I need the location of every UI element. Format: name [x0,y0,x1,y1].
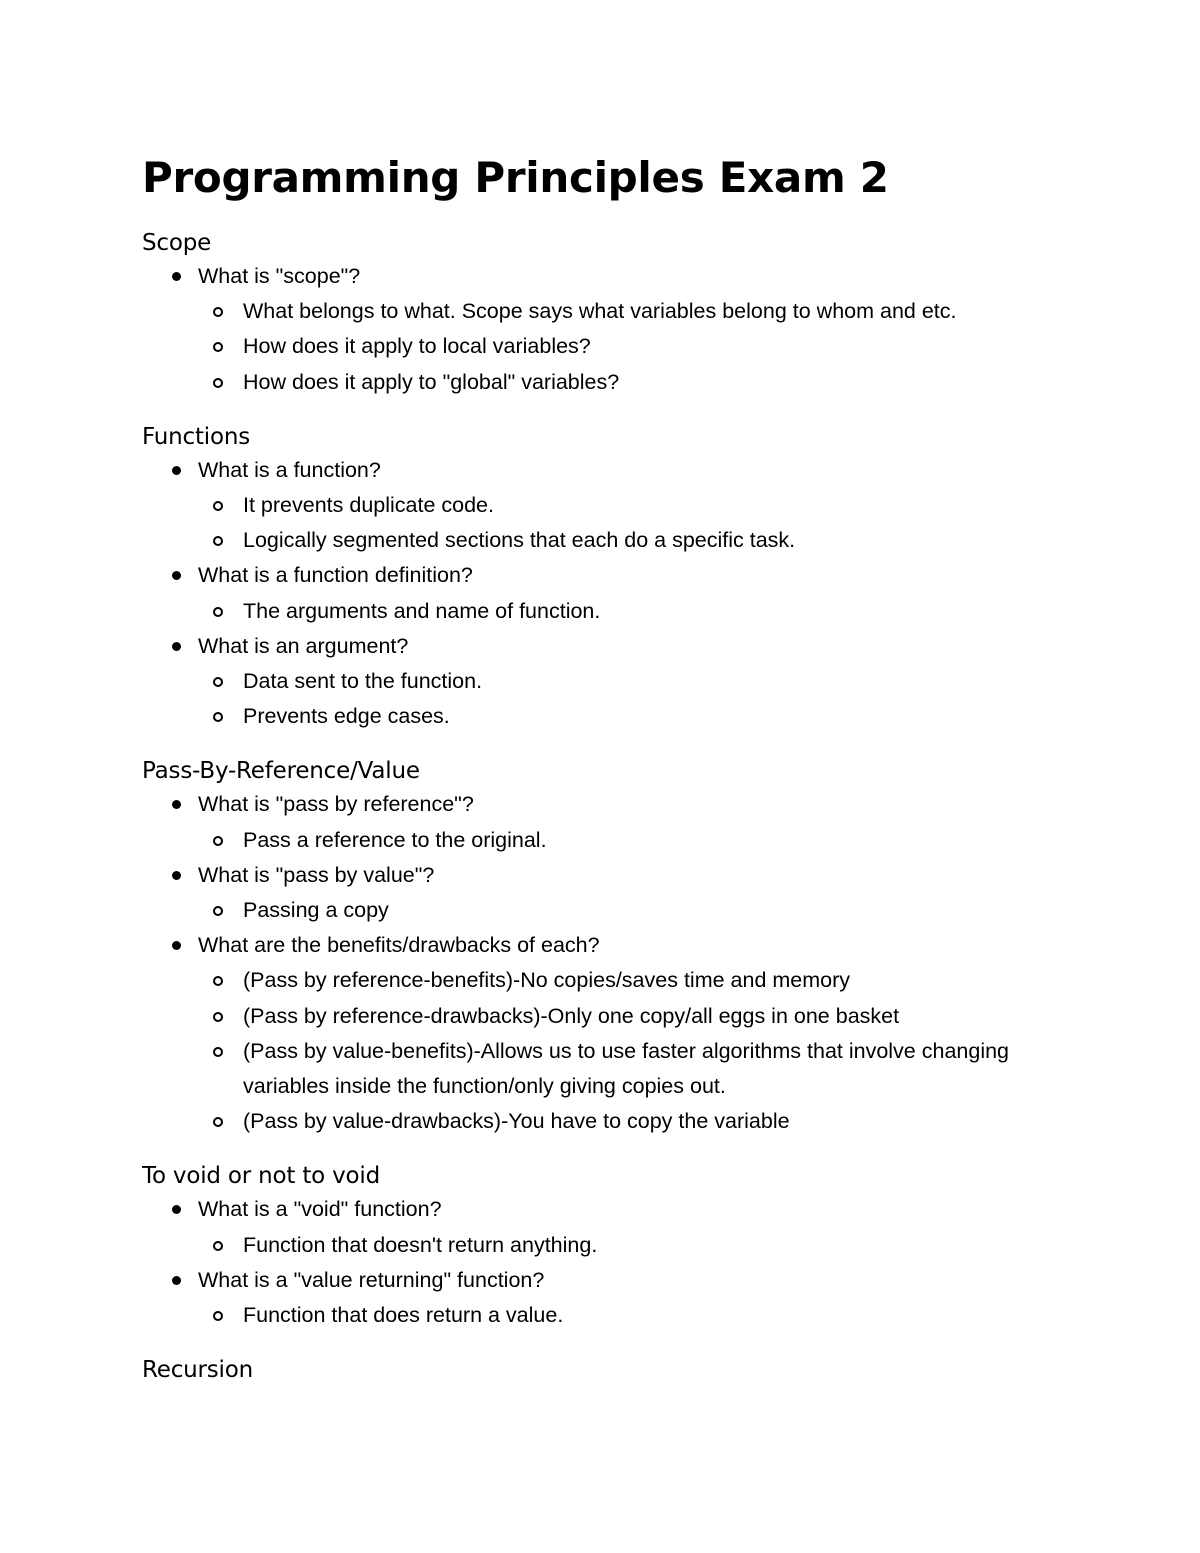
sub-list-item [198,488,1062,523]
bullet-circle-icon [213,1241,223,1251]
sub-list-item-text: (Pass by reference-benefits)-No copies/saves time and memory [243,968,851,993]
sub-list-item [198,1228,1062,1263]
section-heading: Recursion [142,1357,253,1384]
sub-list-item [198,893,1062,928]
bullet-disc-icon [172,272,181,281]
page-title: Programming Principles Exam 2 [142,153,889,202]
list-item-text: What is a function? [198,457,381,482]
bullet-circle-icon [213,307,223,317]
section [142,206,1062,400]
list-item [142,1192,1062,1262]
sub-list-item [198,294,1062,329]
sub-list-item-text: What belongs to what. Scope says what variables belong to whom and etc. [243,299,957,324]
bullet-circle-icon [213,906,223,916]
bullet-list [142,453,1062,735]
list-item [142,259,1062,400]
list-item [142,928,1062,1139]
bullet-disc-icon [172,1205,181,1214]
bullet-circle-icon [213,712,223,722]
sub-bullet-list [198,1228,1062,1263]
sub-list-item-text: Pass a reference to the original. [243,827,547,852]
section-heading: To void or not to void [142,1163,380,1190]
bullet-circle-icon [213,342,223,352]
sub-list-item [198,1298,1062,1333]
bullet-list [142,1192,1062,1333]
bullet-disc-icon [172,571,181,580]
bullet-circle-icon [213,836,223,846]
bullet-disc-icon [172,941,181,950]
sub-bullet-list [198,594,1062,629]
sub-list-item [198,823,1062,858]
bullet-circle-icon [213,1117,223,1127]
sub-list-item [198,699,1062,734]
sub-list-item [198,594,1062,629]
section-heading: Scope [142,230,212,256]
sub-list-item-text: Function that doesn't return anything. [243,1232,598,1257]
sub-bullet-list [198,664,1062,734]
bullet-list [142,259,1062,400]
bullet-disc-icon [172,1276,181,1285]
sub-list-item [198,365,1062,400]
bullet-circle-icon [213,378,223,388]
sub-list-item [198,963,1062,998]
bullet-disc-icon [172,642,181,651]
list-item [142,629,1062,735]
bullet-circle-icon [213,1012,223,1022]
sub-list-item [198,523,1062,558]
sub-list-item-text: (Pass by value-drawbacks)-You have to copy the variable [243,1109,790,1134]
section [142,400,1062,735]
list-item [142,453,1062,559]
sub-bullet-list [198,294,1062,400]
sub-list-item-text: Function that does return a value. [243,1303,564,1328]
list-item-text: What is "scope"? [198,264,361,288]
sub-bullet-list [198,963,1062,1139]
sub-list-item [198,999,1062,1034]
list-item [142,787,1062,857]
sub-list-item [198,1034,1062,1104]
sub-list-item-text: (Pass by value-benefits)-Allows us to use faster algorithms that involve changing variables inside the function/only giving copies out. [243,1038,1010,1099]
list-item-text: What is "pass by value"? [198,862,435,887]
section [142,734,1062,1139]
list-item-text: What are the benefits/drawbacks of each? [198,933,600,958]
bullet-circle-icon [213,1047,223,1057]
sub-list-item-text: Prevents edge cases. [243,704,450,729]
bullet-circle-icon [213,536,223,546]
list-item-text: What is a "value returning" function? [198,1267,545,1292]
document-page [142,150,1062,1386]
section [142,1139,1062,1333]
bullet-disc-icon [172,871,181,880]
sub-list-item [198,664,1062,699]
bullet-circle-icon [213,501,223,511]
list-item-text: What is a "void" function? [198,1197,442,1222]
sub-bullet-list [198,893,1062,928]
list-item-text: What is a function definition? [198,563,473,588]
bullet-circle-icon [213,677,223,687]
sub-list-item [198,1104,1062,1139]
bullet-list [142,787,1062,1139]
sub-list-item-text: (Pass by reference-drawbacks)-Only one copy/all eggs in one basket [243,1003,900,1028]
bullet-disc-icon [172,466,181,475]
sub-list-item-text: Data sent to the function. [243,669,483,694]
bullet-circle-icon [213,607,223,617]
section-heading: Pass-By-Reference/Value [142,758,420,785]
bullet-disc-icon [172,800,181,809]
sub-bullet-list [198,488,1062,558]
sub-list-item-text: It prevents duplicate code. [243,493,494,518]
list-item [142,558,1062,628]
sections-container [142,206,1062,1386]
sub-bullet-list [198,823,1062,858]
sub-list-item-text: How does it apply to local variables? [243,334,591,359]
sub-list-item-text: How does it apply to "global" variables? [243,369,620,394]
sub-list-item-text: Logically segmented sections that each do a specific task. [243,528,796,553]
sub-list-item [198,329,1062,364]
section [142,1333,1062,1386]
list-item [142,1263,1062,1333]
bullet-circle-icon [213,1311,223,1321]
bullet-circle-icon [213,976,223,986]
list-item [142,858,1062,928]
section-heading: Functions [142,423,251,450]
sub-list-item-text: Passing a copy [243,898,389,923]
sub-bullet-list [198,1298,1062,1333]
list-item-text: What is an argument? [198,633,409,658]
list-item-text: What is "pass by reference"? [198,792,474,817]
sub-list-item-text: The arguments and name of function. [243,598,601,623]
